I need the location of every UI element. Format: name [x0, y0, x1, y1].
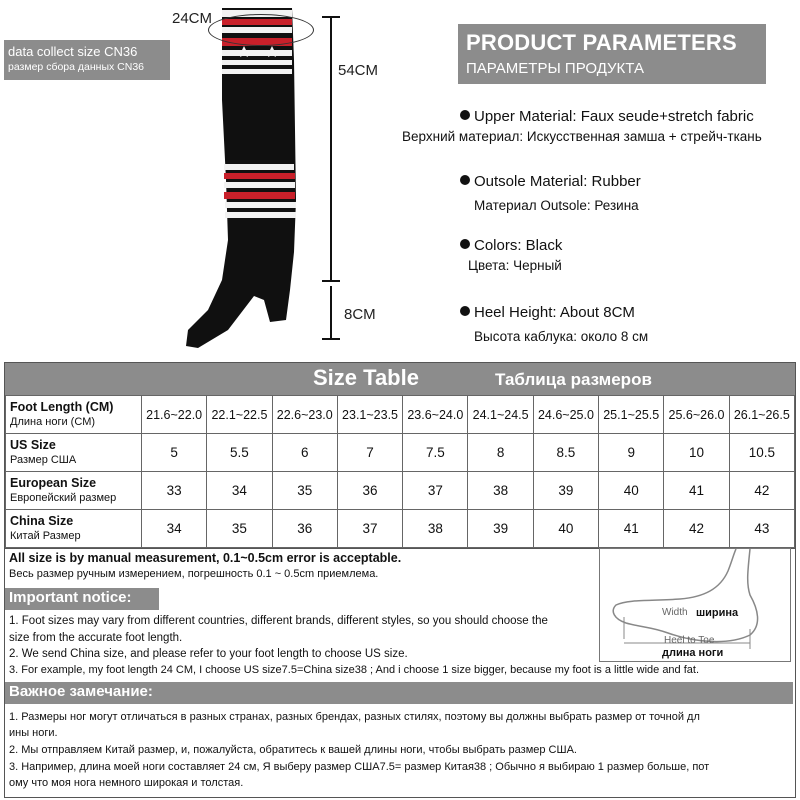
- table-cell: 41: [664, 472, 729, 510]
- product-parameters-header: [458, 24, 766, 84]
- table-cell: 10: [664, 434, 729, 472]
- notice-en-line-2: size from the accurate foot length.: [9, 632, 183, 644]
- notice-en-line-3: 2. We send China size, and please refer to your foot length to choose US size.: [9, 648, 408, 660]
- table-cell: 33: [142, 472, 207, 510]
- spec-colors-en: Colors: Black: [474, 237, 563, 254]
- table-cell: 21.6~22.0: [142, 396, 207, 434]
- shaft-ruler: [330, 16, 332, 280]
- table-cell: 38: [403, 510, 468, 548]
- table-cell: 39: [468, 510, 533, 548]
- table-cell: 25.1~25.5: [599, 396, 664, 434]
- spec-heel: [460, 304, 635, 321]
- table-row: [6, 510, 795, 548]
- table-cell: 8.5: [533, 434, 598, 472]
- spec-outsole-en: Outsole Material: Rubber: [474, 173, 641, 190]
- notice-ru-line-4: 3. Например, длина моей ноги составляет 24 см, Я выберу размер США7.5= размер Китая38 ; Обычно я выбираю 1 размер больше, пот: [9, 761, 710, 773]
- data-collect-en: data collect size CN36: [8, 44, 138, 59]
- table-cell: 36: [272, 510, 337, 548]
- spec-upper-material: [460, 108, 754, 125]
- table-cell: 43: [729, 510, 794, 548]
- table-cell: 7: [337, 434, 402, 472]
- size-table-title-ru: Таблица размеров: [495, 370, 652, 389]
- row-header-ru: Длина ноги (CM): [10, 416, 96, 428]
- size-table-header: [5, 363, 795, 395]
- table-cell: 41: [599, 510, 664, 548]
- size-grid: [5, 395, 795, 548]
- table-cell: 34: [207, 472, 272, 510]
- table-cell: 24.6~25.0: [533, 396, 598, 434]
- foot-width-ru: ширина: [696, 607, 739, 619]
- data-collect-ru: размер сбора данных CN36: [8, 61, 145, 73]
- row-header: [6, 472, 142, 510]
- table-row: [6, 472, 795, 510]
- row-header: [6, 434, 142, 472]
- important-notice-title: Important notice:: [5, 588, 159, 610]
- foot-length-ru: длина ноги: [662, 647, 724, 659]
- table-cell: 35: [207, 510, 272, 548]
- table-cell: 42: [664, 510, 729, 548]
- important-notice-ru-band: [5, 682, 793, 704]
- table-cell: 26.1~26.5: [729, 396, 794, 434]
- table-cell: 5: [142, 434, 207, 472]
- foot-diagram: [599, 548, 791, 662]
- size-table-title-en: Size Table: [313, 365, 419, 390]
- table-cell: 40: [533, 510, 598, 548]
- size-table: [4, 362, 796, 549]
- shaft-height-label: 54CM: [338, 62, 379, 79]
- spec-colors: [460, 237, 562, 254]
- table-cell: 6: [272, 434, 337, 472]
- notice-ru-line-3: 2. Мы отправляем Китай размер, и, пожалуйста, обратитесь к вашей длины ноги, чтобы выбрать размер США.: [9, 744, 577, 756]
- heel-height-label: 8CM: [344, 306, 376, 323]
- heel-ruler: [330, 286, 332, 338]
- table-cell: 40: [599, 472, 664, 510]
- important-notice-ru-title: Важное замечание:: [9, 683, 153, 700]
- spec-heel-ru: Высота каблука: около 8 см: [474, 329, 649, 344]
- spec-colors-ru: Цвета: Черный: [468, 258, 562, 273]
- row-header-ru: Размер США: [10, 454, 77, 466]
- table-cell: 22.6~23.0: [272, 396, 337, 434]
- top-width-marker: [208, 14, 314, 46]
- ruler-cap-bottom: [322, 338, 340, 340]
- row-header-en: Foot Length (CM): [10, 400, 114, 414]
- table-row: [6, 396, 795, 434]
- table-cell: 39: [533, 472, 598, 510]
- bullet-icon: [460, 175, 470, 185]
- table-cell: 9: [599, 434, 664, 472]
- bullet-icon: [460, 239, 470, 249]
- spec-outsole-ru: Материал Outsole: Резина: [474, 198, 639, 213]
- notice-en-line-1: 1. Foot sizes may vary from different countries, different brands, different styles, so you should choose the: [9, 615, 548, 627]
- table-cell: 8: [468, 434, 533, 472]
- table-cell: 5.5: [207, 434, 272, 472]
- spec-upper-material-en: Upper Material: Faux seude+stretch fabric: [474, 108, 754, 125]
- ruler-cap-mid: [322, 280, 340, 282]
- table-cell: 37: [403, 472, 468, 510]
- table-cell: 10.5: [729, 434, 794, 472]
- table-cell: 34: [142, 510, 207, 548]
- top-width-label: 24CM: [172, 10, 213, 27]
- table-cell: 23.1~23.5: [337, 396, 402, 434]
- notice-ru-line-5: ому что моя нога немного широкая и толстая.: [9, 777, 244, 789]
- measurement-note: [9, 550, 401, 582]
- foot-width-en: Width: [662, 607, 688, 618]
- table-cell: 25.6~26.0: [664, 396, 729, 434]
- notice-ru-line-2: ины ноги.: [9, 727, 58, 739]
- row-header-en: China Size: [10, 514, 74, 528]
- data-collect-badge: [4, 40, 170, 80]
- spec-colors-ru-row: [468, 257, 562, 274]
- row-header: [6, 510, 142, 548]
- bullet-icon: [460, 306, 470, 316]
- notice-en-line-4: 3. For example, my foot length 24 CM, I choose US size7.5=China size38 ; And i choose 1 size bigger, because my foot is a little wide and fat.: [9, 664, 700, 676]
- spec-heel-ru-row: [474, 328, 648, 345]
- foot-length-en: Heel to Toe: [664, 635, 715, 646]
- product-area: [0, 0, 800, 362]
- row-header-ru: Китай Размер: [10, 530, 81, 542]
- table-cell: 22.1~22.5: [207, 396, 272, 434]
- measurement-note-en: All size is by manual measurement, 0.1~0.5cm error is acceptable.: [9, 551, 402, 565]
- table-cell: 7.5: [403, 434, 468, 472]
- parameters-title-en: PRODUCT PARAMETERS: [466, 30, 737, 55]
- notice-ru-line-1: 1. Размеры ног могут отличаться в разных странах, разных брендах, разных стилях, поэтому вы должны выбрать размер от точной дл: [9, 711, 700, 723]
- row-header-en: US Size: [10, 438, 56, 452]
- row-header-ru: Европейский размер: [10, 492, 117, 504]
- notes-section: [4, 546, 796, 798]
- table-cell: 24.1~24.5: [468, 396, 533, 434]
- spec-upper-material-ru: Верхний материал: Искусственная замша + стрейч-ткань: [402, 129, 762, 144]
- bullet-icon: [460, 110, 470, 120]
- spec-heel-en: Heel Height: About 8CM: [474, 304, 635, 321]
- spec-outsole: [460, 173, 641, 190]
- table-cell: 23.6~24.0: [403, 396, 468, 434]
- table-cell: 35: [272, 472, 337, 510]
- table-row: [6, 434, 795, 472]
- table-cell: 38: [468, 472, 533, 510]
- measurement-note-ru: Весь размер ручным измерением, погрешность 0.1 ~ 0.5cm приемлема.: [9, 568, 379, 580]
- row-header-en: European Size: [10, 476, 97, 490]
- table-cell: 42: [729, 472, 794, 510]
- spec-outsole-ru-row: [474, 197, 639, 214]
- row-header: [6, 396, 142, 434]
- spec-upper-material-ru-row: [402, 128, 762, 145]
- boot-image: [178, 0, 328, 352]
- parameters-title-ru: ПАРАМЕТРЫ ПРОДУКТА: [466, 60, 644, 77]
- table-cell: 36: [337, 472, 402, 510]
- table-cell: 37: [337, 510, 402, 548]
